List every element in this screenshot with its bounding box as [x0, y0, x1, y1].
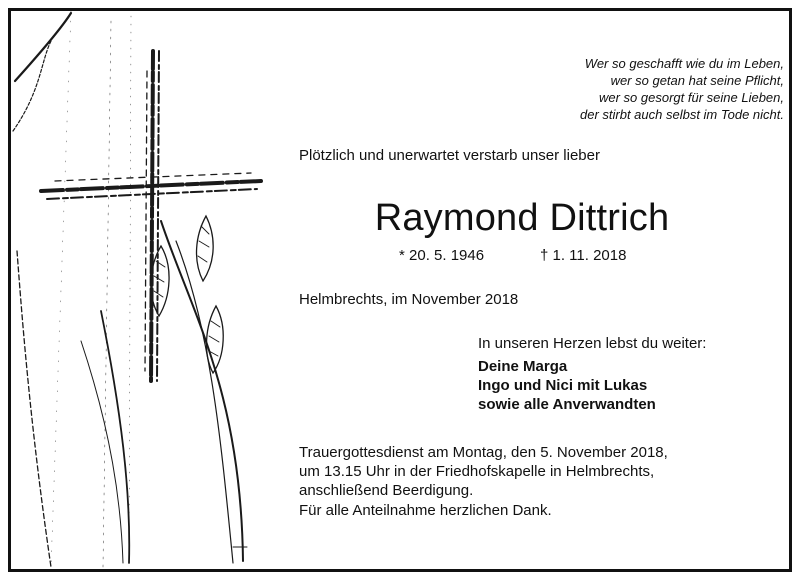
- death-date: † 1. 11. 2018: [540, 247, 627, 264]
- mourners-list: [478, 357, 656, 414]
- service-line: Trauergottesdienst am Montag, den 5. November 2018,: [299, 444, 668, 461]
- obituary-frame: [8, 8, 792, 572]
- cross-and-wheat-icon: [11, 11, 291, 569]
- funeral-service-info: [299, 443, 668, 500]
- poem-line: der stirbt auch selbst im Tode nicht.: [579, 107, 784, 122]
- mourner-name: Deine Marga: [478, 358, 568, 375]
- poem-line: Wer so geschafft wie du im Leben,: [584, 56, 784, 71]
- thanks-line: Für alle Anteilnahme herzlichen Dank.: [299, 502, 552, 519]
- intro-text: Plötzlich und unerwartet verstarb unser lieber: [299, 147, 600, 164]
- place-and-date: Helmbrechts, im November 2018: [299, 291, 519, 308]
- service-line: um 13.15 Uhr in der Friedhofskapelle in Helmbrechts,: [299, 463, 655, 480]
- poem-line: wer so getan hat seine Pflicht,: [610, 73, 784, 88]
- mourner-name: sowie alle Anverwandten: [478, 396, 656, 413]
- deceased-name: Raymond Dittrich: [374, 197, 670, 239]
- birth-date: * 20. 5. 1946: [399, 247, 485, 264]
- service-line: anschließend Beerdigung.: [299, 482, 474, 499]
- poem-line: wer so gesorgt für seine Lieben,: [599, 90, 784, 105]
- mourner-name: Ingo und Nici mit Lukas: [478, 377, 648, 394]
- farewell-line: In unseren Herzen lebst du weiter:: [478, 335, 707, 352]
- poem: [499, 55, 784, 123]
